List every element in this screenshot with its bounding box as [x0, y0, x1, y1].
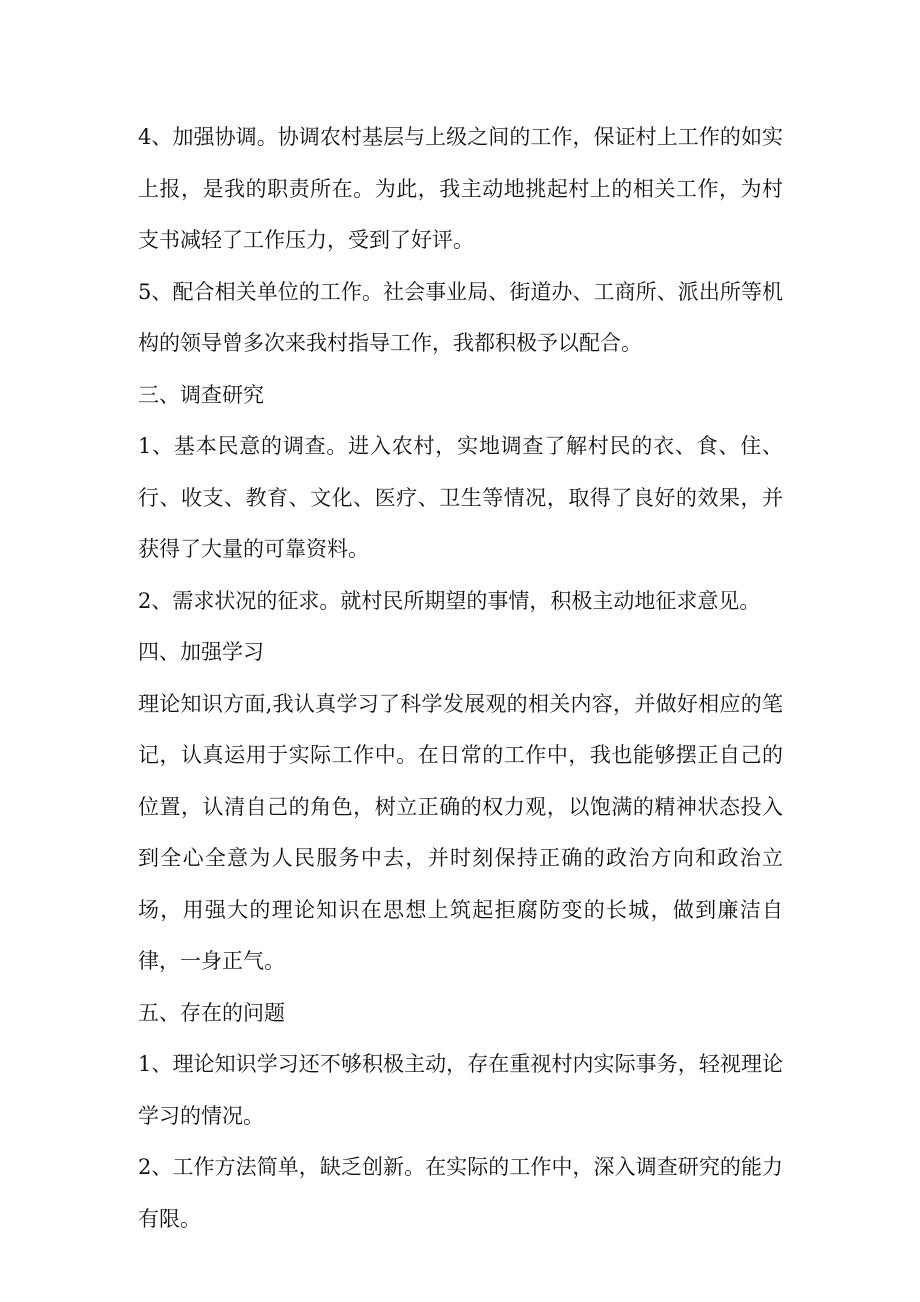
paragraph-problem-theory: 1、理论知识学习还不够积极主动，存在重视村内实际事务，轻视理论学习的情况。 — [138, 1052, 783, 1128]
section-heading-study: 四、加强学习 — [138, 640, 264, 664]
paragraph-theory-study: 理论知识方面,我认真学习了科学发展观的相关内容，并做好相应的笔记，认真运用于实际工作中。在日常的工作中，我也能够摆正自己的位置，认清自己的角色，树立正确的权力观，以饱满的精神状态投入到全心全意为人民服务中去，并时刻保持正确的政治方向和政治立场，用强大的理论知识在思想上筑起拒腐防变的长城，做到廉洁自律，一身正气。 — [138, 691, 783, 973]
section-heading-research: 三、调查研究 — [138, 382, 264, 407]
document-page — [138, 112, 783, 1245]
section-heading-problems: 五、存在的问题 — [138, 1000, 285, 1025]
paragraph-public-opinion-survey: 1、基本民意的调查。进入农村，实地调查了解村民的衣、食、住、行、收支、教育、文化、医疗、卫生等情况，取得了良好的效果，并获得了大量的可靠资料。 — [138, 434, 783, 561]
paragraph-needs-survey: 2、需求状况的征求。就村民所期望的事情，积极主动地征求意见。 — [138, 588, 761, 613]
paragraph-coordination: 4、加强协调。协调农村基层与上级之间的工作，保证村上工作的如实上报，是我的职责所在。为此，我主动地挑起村上的相关工作，为村支书减轻了工作压力，受到了好评。 — [138, 125, 783, 252]
paragraph-problem-methods: 2、工作方法简单，缺乏创新。在实际的工作中，深入调查研究的能力有限。 — [138, 1155, 783, 1231]
paragraph-cooperation: 5、配合相关单位的工作。社会事业局、街道办、工商所、派出所等机构的领导曾多次来我村指导工作，我都积极予以配合。 — [138, 279, 783, 355]
